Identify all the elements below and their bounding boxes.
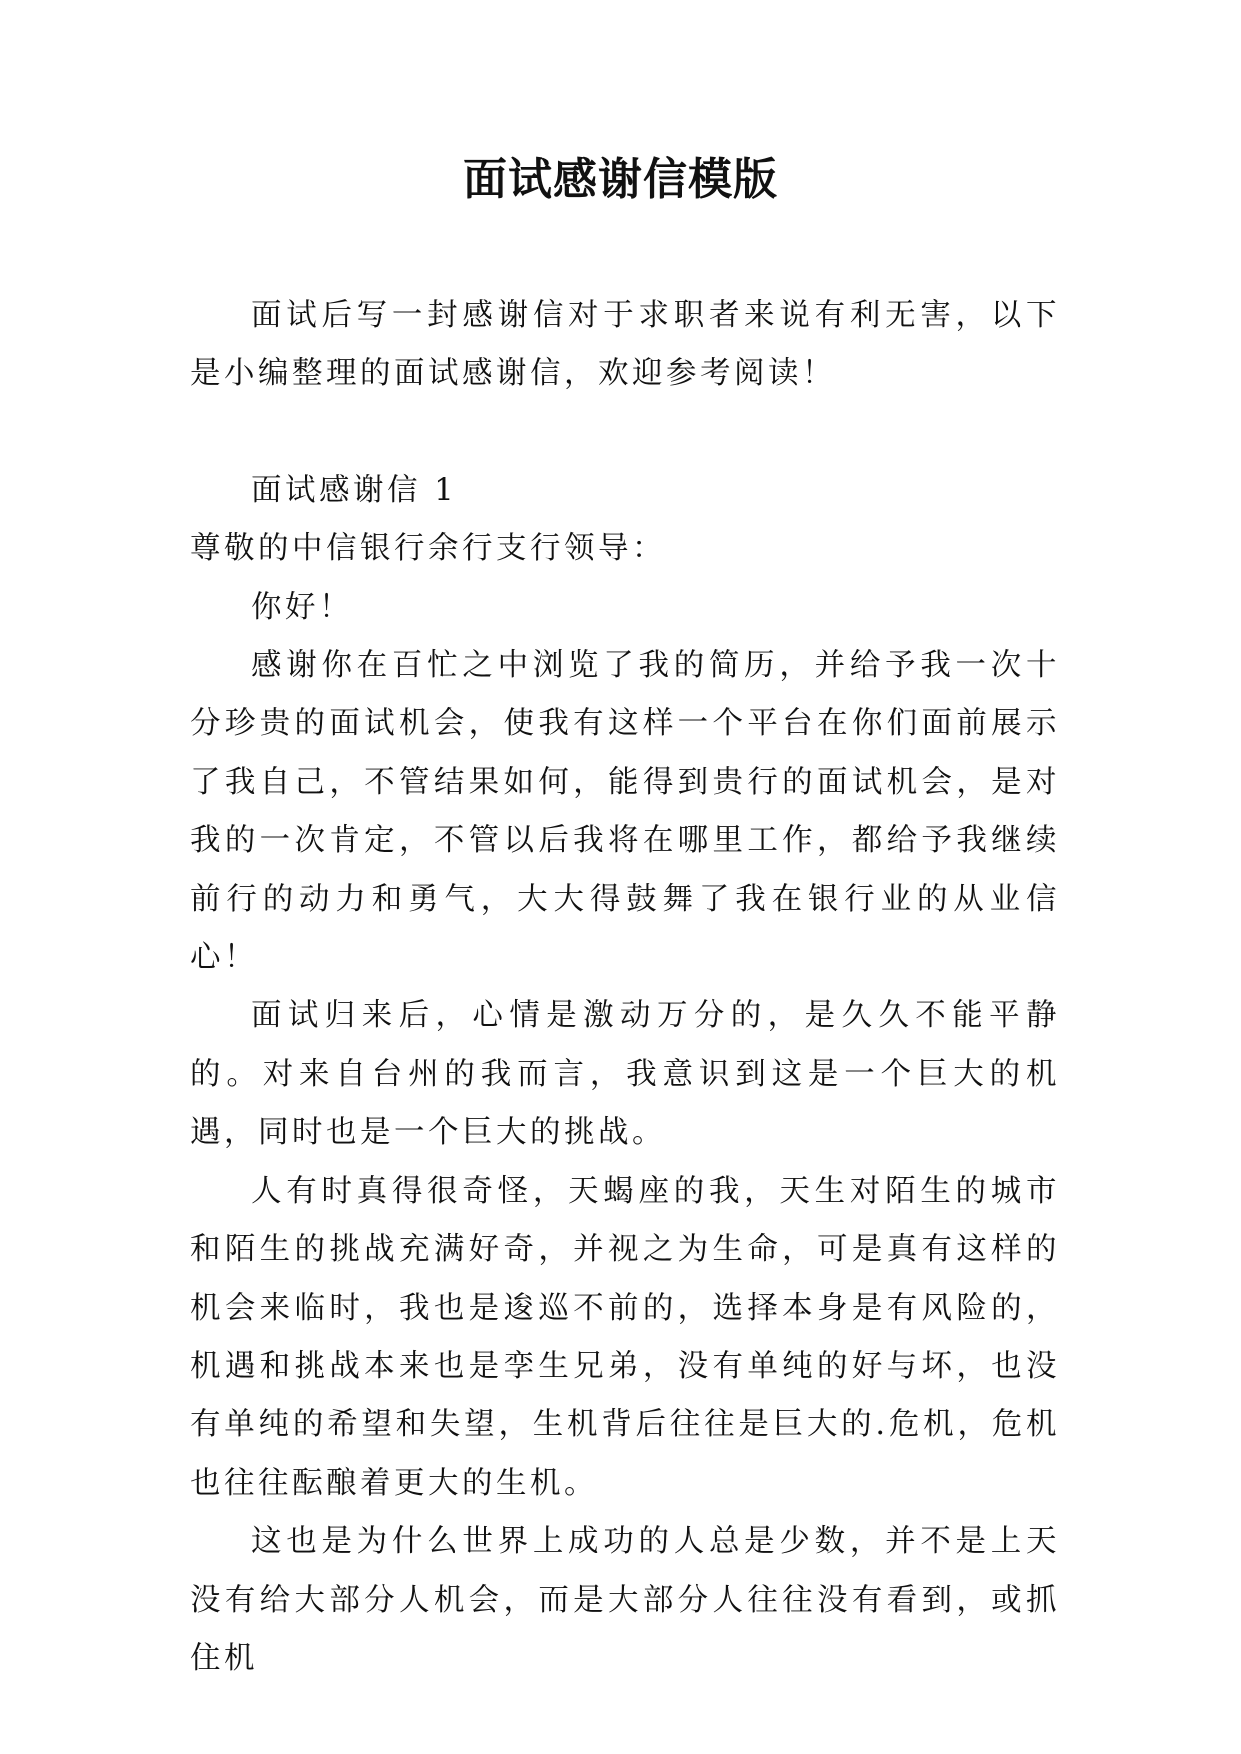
body-paragraph: 人有时真得很奇怪，天蝎座的我，天生对陌生的城市和陌生的挑战充满好奇，并视之为生命，可是真有这样的机会来临时，我也是逡巡不前的，选择本身是有风险的，机遇和挑战本来也是孪生兄弟，没有单纯的好与坏，也没有单纯的希望和失望，生机背后往往是巨大的.危机，危机也往往酝酿着更大的生机。: [190, 1173, 1060, 1501]
section-heading: 面试感谢信 1: [251, 472, 458, 508]
document-title: 面试感谢信模版: [463, 154, 778, 205]
body-paragraph: 这也是为什么世界上成功的人总是少数，并不是上天没有给大部分人机会，而是大部分人往往没有看到，或抓住机: [190, 1524, 1060, 1676]
greeting: 你好！: [251, 589, 353, 625]
document-body: [190, 287, 1060, 1688]
body-paragraph: 感谢你在百忙之中浏览了我的简历，并给予我一次十分珍贵的面试机会，使我有这样一个平台在你们面前展示了我自己，不管结果如何，能得到贵行的面试机会，是对我的一次肯定，不管以后我将在哪里工作，都给予我继续前行的动力和勇气，大大得鼓舞了我在银行业的从业信心！: [190, 648, 1060, 976]
salutation: 尊敬的中信银行余行支行领导：: [190, 531, 666, 567]
body-paragraph: 面试归来后，心情是激动万分的，是久久不能平静的。对来自台州的我而言，我意识到这是一个巨大的机遇，同时也是一个巨大的挑战。: [190, 998, 1060, 1151]
intro-paragraph: 面试后写一封感谢信对于求职者来说有利无害，以下是小编整理的面试感谢信，欢迎参考阅读！: [190, 298, 1060, 392]
